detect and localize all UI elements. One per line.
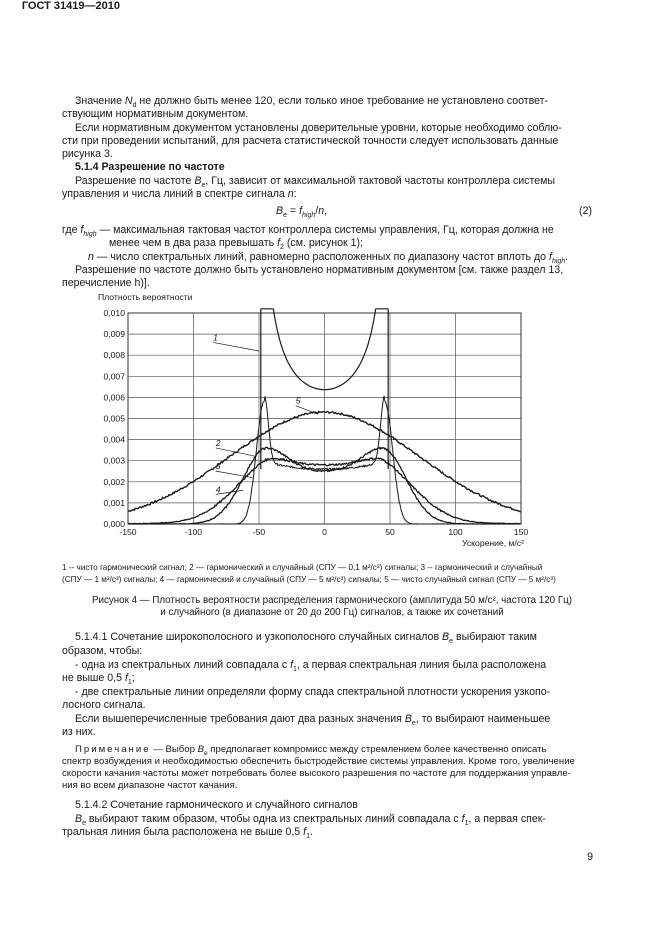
section-paragraph-1b: управления и числа линий в спектре сигнала n: xyxy=(62,188,297,200)
y-tick-label: 0,000 xyxy=(103,519,125,529)
x-tick-label: 0 xyxy=(322,527,327,537)
note-line-4: ния во всем диапазоне частот качания. xyxy=(62,780,238,791)
x-tick-label: 100 xyxy=(448,527,463,537)
where-n: n — число спектральных линий, равномерно расположенных по диапазону частот вплоть до $f_{high}$. xyxy=(88,251,569,266)
s5141-line-7: Если вышеперечисленные требования дают два разных значения $B_e$, то выбирают наименьшее xyxy=(75,713,551,728)
x-tick-label: -100 xyxy=(184,527,203,537)
s5141-line-8: из них. xyxy=(62,726,96,738)
series-leader-2 xyxy=(216,448,257,457)
section-heading: 5.1.4 Разрешение по частоте xyxy=(75,161,225,173)
note-line-3: скорости качания частоты может потребовать более высокого разрешения по частоте для поддержания управле- xyxy=(62,768,571,779)
figure-caption-line-1: Рисунок 4 — Плотность вероятности распределения гармонического (амплитуда 50 м/с², частота 120 Гц) xyxy=(91,595,573,606)
y-tick-label: 0,007 xyxy=(103,371,125,382)
y-tick-label: 0,008 xyxy=(103,350,125,361)
series-leader-1 xyxy=(213,342,259,351)
s5141-line-5: - две спектральные линии определяли форму спада спектральной плотности ускорения узкопо- xyxy=(75,686,551,698)
s5141-line-6: лосного сигнала. xyxy=(62,699,146,711)
intro-paragraph-2: Если нормативным документом установлены доверительные уровни, которые необходимо соблю- xyxy=(75,122,562,134)
legend-caption-line-1: 1 -- чисто гармонический сигнал; 2 — гармонический и случайный (СПУ — 0,1 м²/с³) сигналы; 3 -- гармонический и случайный xyxy=(62,563,543,572)
y-tick-label: 0,005 xyxy=(103,413,125,424)
s5142-line-3: тральная линия была расположена не выше 0,5 $f_1$. xyxy=(62,826,313,841)
y-tick-label: 0,003 xyxy=(103,455,125,466)
s5141-line-2: образом, чтобы: xyxy=(62,645,143,657)
y-tick-label: 0,006 xyxy=(103,392,125,403)
y-tick-label: 0,001 xyxy=(103,497,125,508)
series-label-5: 5 xyxy=(295,395,301,406)
note-line-2: спектр возбуждения и необходимостью обеспечить быстродействие системы управления. Кроме того, увеличение xyxy=(62,756,575,767)
page-number: 9 xyxy=(587,851,593,863)
y-tick-label: 0,010 xyxy=(103,308,125,318)
where-fhigh: где $f_{high}$ — максимальная тактовая частот контроллера системы управления, Гц, которая должна не xyxy=(62,224,554,239)
y-tick-label: 0,004 xyxy=(103,434,125,445)
s5142-line-1: 5.1.4.2 Сочетание гармонического и случайного сигналов xyxy=(75,799,358,811)
series-label-3: 3 xyxy=(215,461,221,472)
chart-grid xyxy=(128,313,521,524)
intro-paragraph-2b: сти при проведении испытаний, для расчета статистической точности следует использовать данные xyxy=(62,135,559,147)
intro-paragraph-2c: рисунка 3. xyxy=(62,148,113,160)
formula: $B_e = f_{high}/n$, xyxy=(276,205,328,220)
legend-caption-line-2: (СПУ — 1 м²/с³) сигналы; 4 — гармонический и случайный (СПУ — 5 м²/с³) сигналы; 5 — чисто случайный сигнал (СПУ — 5 м²/с³) xyxy=(62,575,556,584)
x-tick-label: 150 xyxy=(513,527,529,537)
intro-paragraph-1b: ствующим нормативным документом. xyxy=(62,108,249,120)
note-line-1: Примечание — Выбор $B_e$ предполагает компромисс между стремлением более качественно описать xyxy=(75,744,547,757)
where-fhigh-cont: менее чем в два раза превышать $f_2$ (см. рисунок 1); xyxy=(109,237,363,252)
series-leader-5 xyxy=(296,406,318,415)
chart-series-labels xyxy=(213,332,318,494)
x-tick-label: -150 xyxy=(119,527,137,537)
section-paragraph-2: Разрешение по частоте должно быть установлено нормативным документом [см. также раздел 13, xyxy=(75,264,564,276)
x-tick-label: 50 xyxy=(385,527,395,537)
s5141-line-3: - одна из спектральных линий совпадала с $f_1$, а первая спектральная линия была расположена xyxy=(75,659,547,674)
formula-number: (2) xyxy=(579,205,592,217)
section-paragraph-2b: перечисление h)]. xyxy=(62,277,150,289)
x-tick-label: -50 xyxy=(252,527,266,537)
intro-paragraph-1: Значение $N_d$ не должно быть менее 120, если только иное требование не установлено соответ- xyxy=(75,95,549,110)
y-tick-label: 0,002 xyxy=(103,476,125,487)
document-header: ГОСТ 31419—2010 xyxy=(21,0,120,12)
x-axis-label: Ускорение, м/с² xyxy=(462,538,524,548)
s5141-line-1: 5.1.4.1 Сочетание широкополосного и узкополосного случайных сигналов $B_e$ выбирают таким xyxy=(75,631,537,646)
s5142-line-2: $B_e$ выбирают таким образом, чтобы одна из спектральных линий совпадала с $f_1$, а первая спек- xyxy=(75,813,546,828)
y-tick-label: 0,009 xyxy=(103,329,125,340)
y-axis-label: Плотность вероятности xyxy=(98,292,193,302)
figure-caption-line-2: и случайного (в диапазоне от 20 до 200 Гц) сигналов, а также их сочетаний xyxy=(160,607,504,618)
series-label-1: 1 xyxy=(213,332,218,343)
series-label-2: 2 xyxy=(215,437,221,448)
section-paragraph-1: Разрешение по частоте $B_e$, Гц, зависит от максимальной тактовой частоты контроллера системы xyxy=(75,175,556,190)
series-label-4: 4 xyxy=(215,484,221,495)
s5141-line-4: не выше 0,5 $f_1$; xyxy=(62,672,135,687)
